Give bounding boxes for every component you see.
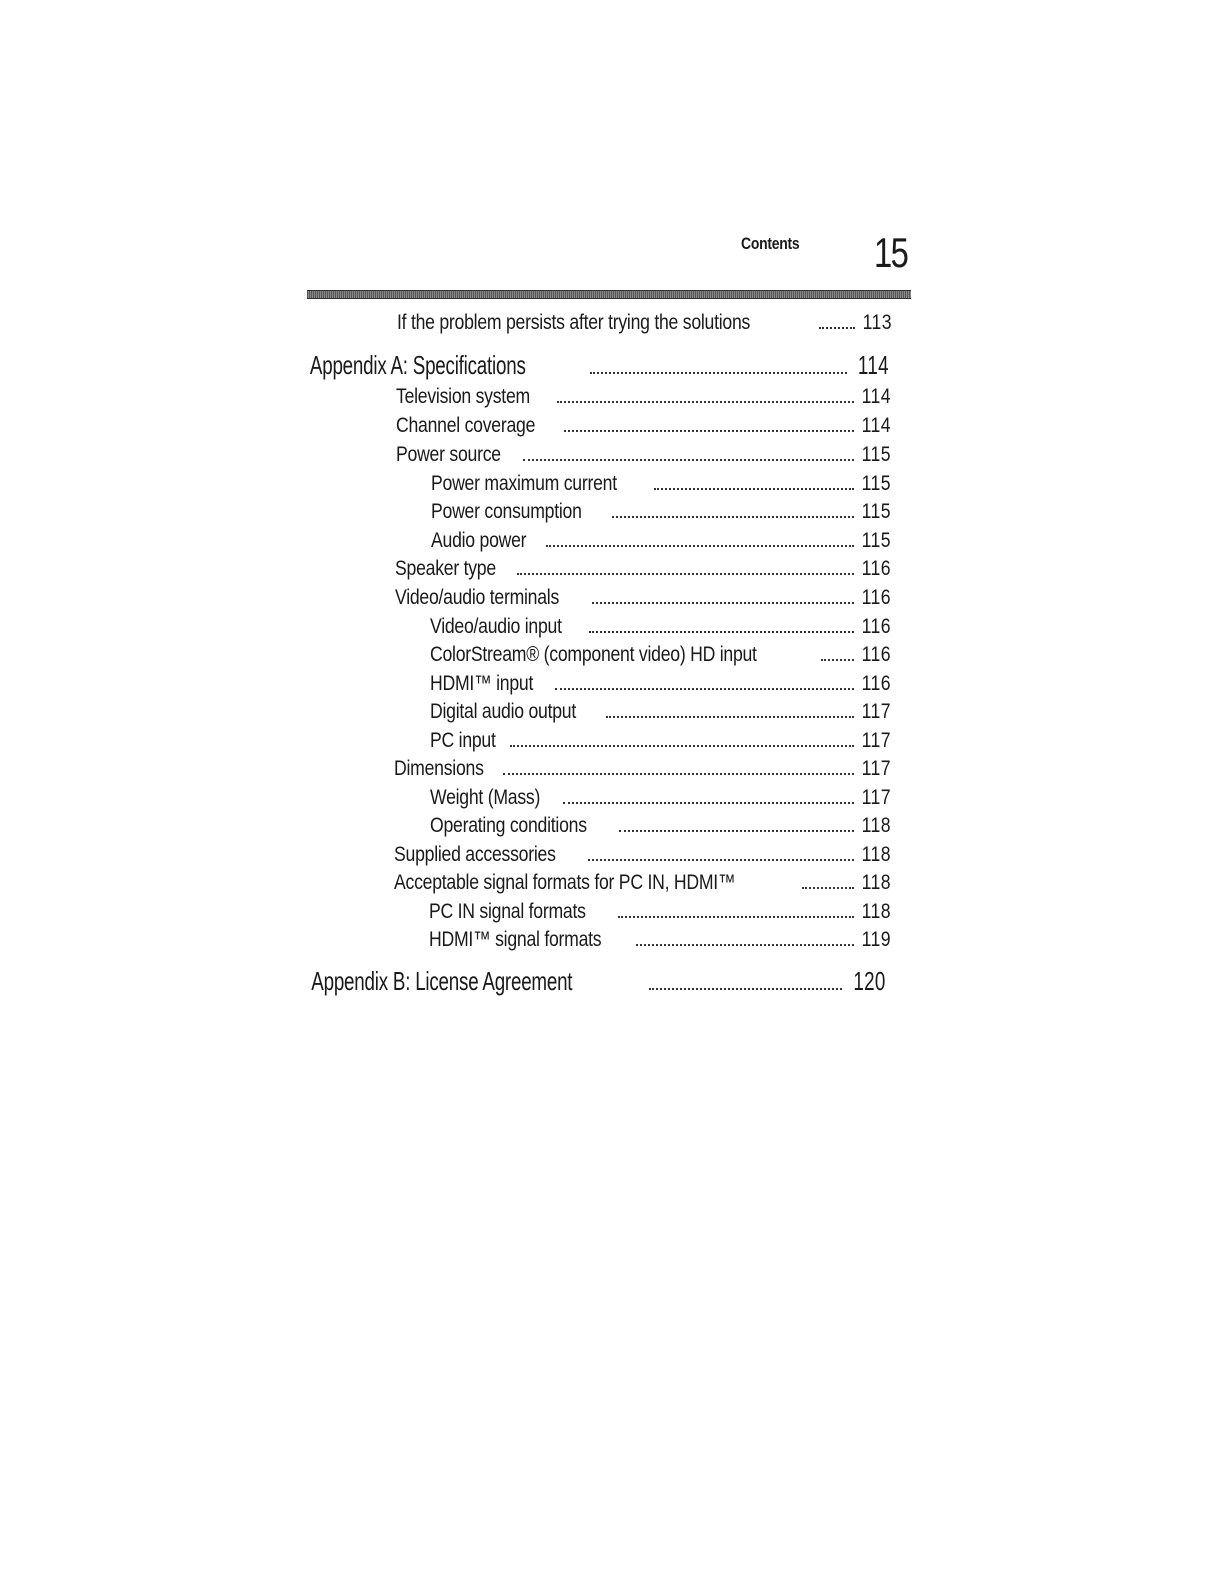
toc-entry-page: 116 <box>861 615 891 638</box>
toc-leader <box>612 516 854 518</box>
toc-entry-label: Weight (Mass) <box>430 786 541 809</box>
toc-entry[interactable] <box>430 616 891 637</box>
toc-entry-page: 117 <box>861 700 891 723</box>
toc-entry-page: 116 <box>861 672 891 695</box>
toc-entry[interactable] <box>396 415 891 436</box>
toc-entry-appendix-b[interactable] <box>286 968 889 994</box>
toc-leader <box>517 573 854 575</box>
toc-entry-page: 117 <box>861 729 891 752</box>
toc-leader <box>821 659 854 661</box>
toc-entry-label: PC IN signal formats <box>429 900 586 923</box>
toc-entry[interactable] <box>429 929 891 950</box>
toc-leader <box>606 716 854 718</box>
toc-leader <box>588 859 854 861</box>
toc-leader <box>510 745 854 747</box>
toc-entry-page: 116 <box>861 557 891 580</box>
toc-entry-label: Power source <box>396 443 501 466</box>
toc-entry-page: 116 <box>861 643 891 666</box>
toc-entry[interactable] <box>394 844 891 865</box>
toc-entry-page: 120 <box>853 966 886 996</box>
toc-leader <box>590 372 847 374</box>
toc-entry-label: Channel coverage <box>396 414 536 437</box>
toc-entry[interactable] <box>430 701 891 722</box>
toc-entry-label: Acceptable signal formats for PC IN, HDMI™ <box>394 871 736 894</box>
toc-leader <box>618 916 854 918</box>
toc-entry-label: Audio power <box>431 529 527 552</box>
toc-entry-page: 113 <box>862 311 892 334</box>
toc-entry[interactable] <box>394 872 891 893</box>
toc-leader <box>563 802 854 804</box>
toc-entry[interactable] <box>429 901 891 922</box>
running-header-title: Contents <box>741 234 800 253</box>
toc-entry[interactable] <box>397 312 892 333</box>
toc-entry[interactable] <box>430 673 891 694</box>
toc-entry-page: 114 <box>861 385 891 408</box>
toc-entry-page: 117 <box>861 757 891 780</box>
toc-entry-page: 115 <box>861 443 891 466</box>
toc-entry-label: Supplied accessories <box>394 843 556 866</box>
toc-entry-label: HDMI™ input <box>430 672 534 695</box>
toc-leader <box>589 631 854 633</box>
toc-entry-label: HDMI™ signal formats <box>429 928 602 951</box>
toc-entry[interactable] <box>431 501 891 522</box>
toc-leader <box>649 988 842 990</box>
toc-leader <box>546 545 854 547</box>
toc-entry[interactable] <box>431 473 891 494</box>
toc-entry-appendix-a[interactable] <box>289 352 892 378</box>
toc-leader <box>636 944 854 946</box>
toc-entry-page: 116 <box>861 586 891 609</box>
header-rule <box>307 290 911 299</box>
toc-entry-label: Dimensions <box>394 757 484 780</box>
toc-leader <box>503 773 854 775</box>
toc-leader <box>802 887 854 889</box>
toc-leader <box>557 401 854 403</box>
toc-leader <box>819 327 855 329</box>
running-header-page-number: 15 <box>874 229 908 276</box>
toc-entry-label: PC input <box>430 729 496 752</box>
toc-entry-label: Video/audio terminals <box>395 586 560 609</box>
toc-entry-page: 118 <box>861 871 891 894</box>
toc-entry[interactable] <box>395 558 891 579</box>
toc-entry-label: Appendix A: Specifications <box>309 350 526 380</box>
toc-entry[interactable] <box>395 587 891 608</box>
toc-entry-page: 119 <box>861 928 891 951</box>
toc-leader <box>555 688 854 690</box>
toc-entry-page: 118 <box>861 900 891 923</box>
toc-entry-page: 114 <box>857 350 889 380</box>
toc-entry-page: 115 <box>861 472 891 495</box>
toc-entry-label: ColorStream® (component video) HD input <box>430 643 757 666</box>
toc-entry-page: 117 <box>861 786 891 809</box>
toc-leader <box>619 830 854 832</box>
toc-entry[interactable] <box>430 730 891 751</box>
toc-entry-page: 115 <box>861 500 891 523</box>
toc-entry[interactable] <box>396 386 891 407</box>
toc-leader <box>654 488 854 490</box>
toc-entry[interactable] <box>430 644 891 665</box>
toc-entry-label: Power maximum current <box>431 472 617 495</box>
toc-leader <box>523 459 854 461</box>
toc-entry-label: Video/audio input <box>430 615 562 638</box>
toc-entry-page: 118 <box>861 814 891 837</box>
toc-entry[interactable] <box>431 530 891 551</box>
toc-leader <box>564 430 854 432</box>
toc-entry-page: 115 <box>861 529 891 552</box>
toc-entry[interactable] <box>394 758 891 779</box>
toc-entry-page: 118 <box>861 843 891 866</box>
toc-entry[interactable] <box>430 815 891 836</box>
toc-entry-label: Television system <box>396 385 530 408</box>
toc-leader <box>592 602 854 604</box>
toc-entry-label: If the problem persists after trying the solutions <box>397 311 751 334</box>
toc-entry-label: Operating conditions <box>430 814 587 837</box>
toc-entry-label: Speaker type <box>395 557 496 580</box>
toc-entry[interactable] <box>396 444 891 465</box>
toc-entry-label: Appendix B: License Agreement <box>311 966 573 996</box>
toc-entry[interactable] <box>430 787 891 808</box>
toc-entry-label: Digital audio output <box>430 700 576 723</box>
toc-entry-page: 114 <box>861 414 891 437</box>
toc-entry-label: Power consumption <box>431 500 582 523</box>
